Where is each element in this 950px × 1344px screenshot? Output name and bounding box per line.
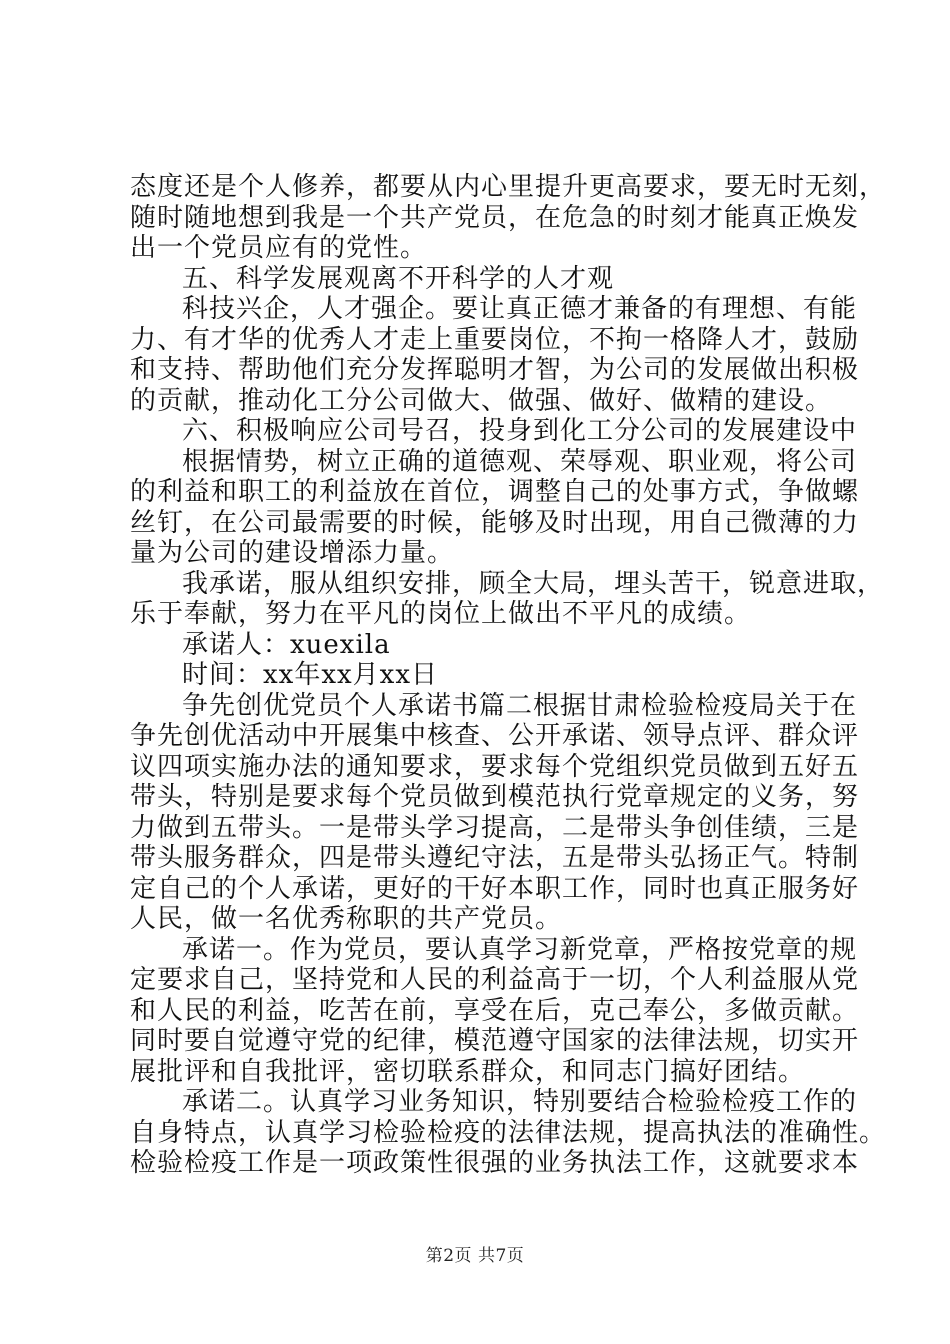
text-line: 力做到五带头。一是带头学习提高，二是带头争创佳绩，三是 (130, 812, 860, 843)
text-line: 的利益和职工的利益放在首位，调整自己的处事方式，争做螺 (130, 477, 860, 507)
text-line: 争先创优活动中开展集中核查、公开承诺、领导点评、群众评 (130, 721, 860, 751)
text-line: 展批评和自我批评，密切联系群众，和同志门搞好团结。 (130, 1056, 806, 1087)
text-line: 和支持、帮助他们充分发挥聪明才智，为公司的发展做出积极 (130, 355, 860, 385)
text-line: 定自己的个人承诺，更好的干好本职工作，同时也真正服务好 (130, 873, 860, 904)
text-line: 定要求自己，坚持党和人民的利益高于一切，个人利益服从党 (130, 965, 860, 995)
text-line: 量为公司的建设增添力量。 (130, 538, 455, 568)
text-line: 议四项实施办法的通知要求，要求每个党组织党员做到五好五 (130, 751, 860, 782)
section-heading: 五、科学发展观离不开科学的人才观 (182, 263, 615, 294)
text-line: 出一个党员应有的党性。 (130, 233, 428, 263)
text-line: 丝钉，在公司最需要的时候，能够及时出现，用自己微薄的力 (130, 507, 860, 538)
paragraph-start: 争先创优党员个人承诺书篇二根据甘肃检验检疫局关于在 (182, 690, 858, 721)
text-line: 力、有才华的优秀人才走上重要岗位，不拘一格降人才，鼓励 (130, 324, 860, 355)
page-number: 第2页 共7页 (425, 1246, 525, 1266)
text-line: 检验检疫工作是一项政策性很强的业务执法工作，这就要求本 (130, 1148, 860, 1178)
text-line: 同时要自觉遵守党的纪律，模范遵守国家的法律法规，切实开 (130, 1026, 860, 1056)
paragraph-start: 承诺二。认真学习业务知识，特别要结合检验检疫工作的 (182, 1087, 858, 1117)
text-line: 的贡献，推动化工分公司做大、做强、做好、做精的建设。 (130, 385, 833, 416)
paragraph-start: 承诺一。作为党员，要认真学习新党章，严格按党章的规 (182, 934, 858, 965)
text-line: 态度还是个人修养，都要从内心里提升更高要求，要无时无刻， (130, 172, 887, 202)
document-body (130, 172, 887, 1179)
text-line: 和人民的利益，吃苦在前，享受在后，克己奉公，多做贡献。 (130, 995, 860, 1026)
text-line: 自身特点，认真学习检验检疫的法律法规，提高执法的准确性。 (130, 1117, 887, 1148)
text-line: 随时随地想到我是一个共产党员，在危急的时刻才能真正焕发 (130, 202, 860, 233)
date-line: 时间：xx年xx月xx日 (182, 660, 438, 690)
paragraph-start: 科技兴企，人才强企。要让真正德才兼备的有理想、有能 (182, 294, 858, 324)
text-line: 带头服务群众，四是带头遵纪守法，五是带头弘扬正气。特制 (130, 843, 860, 873)
signatory-line: 承诺人：xuexila (182, 629, 391, 660)
paragraph-start: 根据情势，树立正确的道德观、荣辱观、职业观，将公司 (182, 446, 858, 477)
text-line: 乐于奉献，努力在平凡的岗位上做出不平凡的成绩。 (130, 599, 752, 629)
section-heading: 六、积极响应公司号召，投身到化工分公司的发展建设中 (182, 416, 858, 446)
paragraph-start: 我承诺，服从组织安排，顾全大局，埋头苦干，锐意进取， (182, 568, 885, 599)
text-line: 人民，做一名优秀称职的共产党员。 (130, 904, 563, 934)
text-line: 带头，特别是要求每个党员做到模范执行党章规定的义务，努 (130, 782, 860, 812)
